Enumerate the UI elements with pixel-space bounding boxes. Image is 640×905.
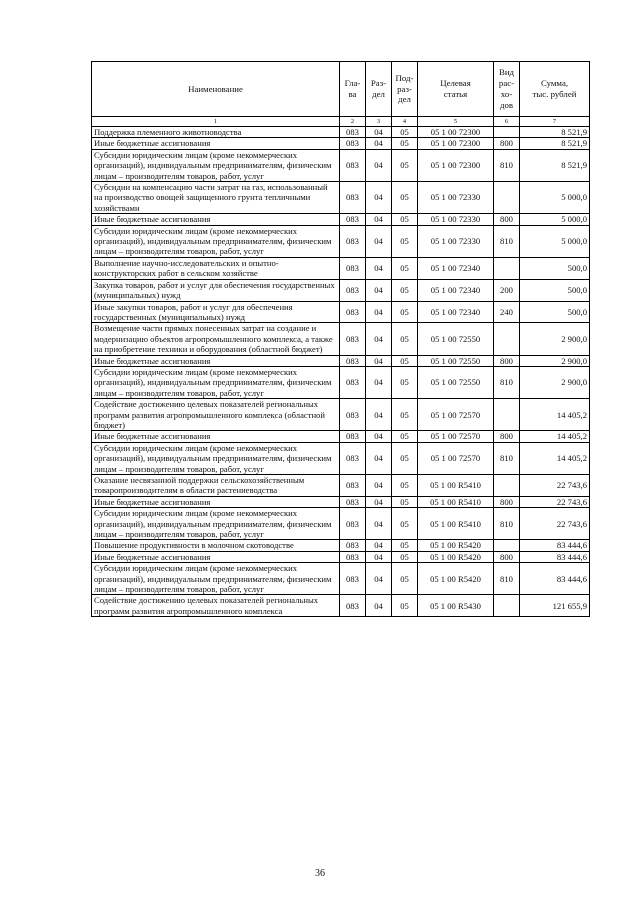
table-row: [92, 225, 590, 257]
cell-vid: 800: [494, 551, 520, 562]
cell-razdel: 04: [366, 127, 392, 138]
header-vid: Вид рас- хо- дов: [494, 62, 520, 117]
cell-razdel: 04: [366, 595, 392, 617]
cell-glava: 083: [340, 563, 366, 595]
cell-name: Иные бюджетные ассигнования: [92, 431, 340, 442]
table-body: [92, 127, 590, 617]
cell-sum: 121 655,9: [520, 595, 590, 617]
cell-podrazdel: 05: [392, 149, 418, 181]
table-row: [92, 257, 590, 279]
cell-name: Содействие достижению целевых показателей региональных программ развития агропромышленного комплекса (областной бюджет): [92, 399, 340, 431]
cell-name: Субсидии юридическим лицам (кроме некоммерческих организаций), индивидуальным предпринимателям, физическим лицам – производителям товаров, работ, услуг: [92, 563, 340, 595]
col-number: 1: [92, 117, 340, 127]
cell-vid: 200: [494, 279, 520, 301]
table-row: [92, 149, 590, 181]
cell-name: Повышение продуктивности в молочном скотоводстве: [92, 540, 340, 551]
table-row: [92, 127, 590, 138]
cell-target: 05 1 00 R5420: [418, 540, 494, 551]
cell-glava: 083: [340, 366, 366, 398]
cell-glava: 083: [340, 595, 366, 617]
cell-vid: [494, 540, 520, 551]
cell-podrazdel: 05: [392, 301, 418, 323]
cell-target: 05 1 00 72570: [418, 431, 494, 442]
col-number: 3: [366, 117, 392, 127]
cell-sum: 22 743,6: [520, 496, 590, 507]
budget-table: [91, 61, 590, 617]
header-sum: Сумма, тыс. рублей: [520, 62, 590, 117]
cell-sum: 83 444,6: [520, 551, 590, 562]
col-number: 2: [340, 117, 366, 127]
cell-razdel: 04: [366, 225, 392, 257]
cell-vid: 800: [494, 496, 520, 507]
cell-name: Иные бюджетные ассигнования: [92, 138, 340, 149]
cell-sum: 2 900,0: [520, 366, 590, 398]
table-row: [92, 182, 590, 214]
cell-vid: [494, 257, 520, 279]
cell-vid: [494, 182, 520, 214]
cell-target: 05 1 00 72340: [418, 257, 494, 279]
cell-sum: 5 000,0: [520, 182, 590, 214]
table-row: [92, 475, 590, 497]
table-row: [92, 279, 590, 301]
cell-sum: 83 444,6: [520, 563, 590, 595]
cell-sum: 5 000,0: [520, 214, 590, 225]
cell-razdel: 04: [366, 182, 392, 214]
cell-razdel: 04: [366, 475, 392, 497]
cell-target: 05 1 00 72300: [418, 127, 494, 138]
cell-name: Иные закупки товаров, работ и услуг для обеспечения государственных (муниципальных) нужд: [92, 301, 340, 323]
cell-razdel: 04: [366, 214, 392, 225]
cell-glava: 083: [340, 127, 366, 138]
table-row: [92, 366, 590, 398]
cell-target: 05 1 00 72550: [418, 366, 494, 398]
cell-glava: 083: [340, 496, 366, 507]
cell-target: 05 1 00 72550: [418, 355, 494, 366]
cell-vid: [494, 127, 520, 138]
cell-vid: 800: [494, 214, 520, 225]
cell-razdel: 04: [366, 149, 392, 181]
cell-podrazdel: 05: [392, 551, 418, 562]
header-glava: Гла- ва: [340, 62, 366, 117]
cell-target: 05 1 00 R5410: [418, 508, 494, 540]
cell-target: 05 1 00 72550: [418, 323, 494, 355]
cell-razdel: 04: [366, 442, 392, 474]
cell-sum: 2 900,0: [520, 355, 590, 366]
cell-glava: 083: [340, 355, 366, 366]
cell-podrazdel: 05: [392, 138, 418, 149]
cell-podrazdel: 05: [392, 323, 418, 355]
cell-target: 05 1 00 72300: [418, 149, 494, 181]
cell-name: Закупка товаров, работ и услуг для обеспечения государственных (муниципальных) нужд: [92, 279, 340, 301]
cell-vid: 810: [494, 563, 520, 595]
header-razdel: Раз- дел: [366, 62, 392, 117]
cell-glava: 083: [340, 551, 366, 562]
cell-sum: 500,0: [520, 257, 590, 279]
cell-sum: 83 444,6: [520, 540, 590, 551]
cell-name: Субсидии юридическим лицам (кроме некоммерческих организаций), индивидуальным предпринимателям, физическим лицам – производителям товаров, работ, услуг: [92, 225, 340, 257]
column-number-row: [92, 117, 590, 127]
cell-podrazdel: 05: [392, 182, 418, 214]
cell-vid: 810: [494, 366, 520, 398]
cell-razdel: 04: [366, 279, 392, 301]
cell-podrazdel: 05: [392, 214, 418, 225]
cell-razdel: 04: [366, 551, 392, 562]
cell-podrazdel: 05: [392, 508, 418, 540]
cell-target: 05 1 00 72330: [418, 225, 494, 257]
cell-sum: 8 521,9: [520, 138, 590, 149]
cell-sum: 22 743,6: [520, 508, 590, 540]
cell-sum: 14 405,2: [520, 431, 590, 442]
cell-target: 05 1 00 72570: [418, 399, 494, 431]
cell-vid: [494, 399, 520, 431]
cell-glava: 083: [340, 138, 366, 149]
header-podrazdel: Под- раз- дел: [392, 62, 418, 117]
table-row: [92, 138, 590, 149]
cell-sum: 8 521,9: [520, 149, 590, 181]
cell-target: 05 1 00 R5430: [418, 595, 494, 617]
table-row: [92, 355, 590, 366]
cell-target: 05 1 00 72300: [418, 138, 494, 149]
cell-glava: 083: [340, 279, 366, 301]
cell-vid: 810: [494, 225, 520, 257]
cell-razdel: 04: [366, 366, 392, 398]
cell-vid: 240: [494, 301, 520, 323]
cell-glava: 083: [340, 301, 366, 323]
table-row: [92, 442, 590, 474]
cell-podrazdel: 05: [392, 127, 418, 138]
cell-razdel: 04: [366, 431, 392, 442]
cell-name: Содействие достижению целевых показателей региональных программ развития агропромышленного комплекса: [92, 595, 340, 617]
table-row: [92, 595, 590, 617]
table-row: [92, 496, 590, 507]
col-number: 6: [494, 117, 520, 127]
cell-vid: 810: [494, 508, 520, 540]
cell-razdel: 04: [366, 563, 392, 595]
cell-vid: 800: [494, 431, 520, 442]
cell-glava: 083: [340, 508, 366, 540]
cell-podrazdel: 05: [392, 540, 418, 551]
cell-name: Возмещение части прямых понесенных затрат на создание и модернизацию объектов агропромышленного комплекса, а также на приобретение техники и оборудования (областной бюджет): [92, 323, 340, 355]
cell-razdel: 04: [366, 496, 392, 507]
cell-podrazdel: 05: [392, 563, 418, 595]
page-number: 36: [315, 868, 325, 879]
cell-name: Выполнение научно-исследовательских и опытно-конструкторских работ в сельском хозяйстве: [92, 257, 340, 279]
cell-razdel: 04: [366, 508, 392, 540]
col-number: 4: [392, 117, 418, 127]
cell-razdel: 04: [366, 138, 392, 149]
cell-podrazdel: 05: [392, 496, 418, 507]
cell-razdel: 04: [366, 399, 392, 431]
cell-name: Субсидии юридическим лицам (кроме некоммерческих организаций), индивидуальным предпринимателям, физическим лицам – производителям товаров, работ, услуг: [92, 508, 340, 540]
cell-sum: 22 743,6: [520, 475, 590, 497]
cell-name: Иные бюджетные ассигнования: [92, 551, 340, 562]
cell-target: 05 1 00 72340: [418, 301, 494, 323]
cell-name: Субсидии на компенсацию части затрат на газ, использованный на производство овощей защищенного грунта тепличными хозяйствами: [92, 182, 340, 214]
cell-name: Иные бюджетные ассигнования: [92, 355, 340, 366]
cell-vid: 810: [494, 149, 520, 181]
cell-name: Иные бюджетные ассигнования: [92, 214, 340, 225]
cell-target: 05 1 00 R5410: [418, 496, 494, 507]
cell-sum: 2 900,0: [520, 323, 590, 355]
table-row: [92, 540, 590, 551]
cell-vid: 800: [494, 138, 520, 149]
cell-glava: 083: [340, 399, 366, 431]
cell-name: Субсидии юридическим лицам (кроме некоммерческих организаций), индивидуальным предпринимателям, физическим лицам – производителям товаров, работ, услуг: [92, 442, 340, 474]
cell-podrazdel: 05: [392, 431, 418, 442]
cell-target: 05 1 00 72330: [418, 214, 494, 225]
cell-podrazdel: 05: [392, 399, 418, 431]
cell-name: Субсидии юридическим лицам (кроме некоммерческих организаций), индивидуальным предпринимателям, физическим лицам – производителям товаров, работ, услуг: [92, 149, 340, 181]
cell-vid: [494, 475, 520, 497]
cell-podrazdel: 05: [392, 595, 418, 617]
cell-vid: [494, 595, 520, 617]
cell-razdel: 04: [366, 323, 392, 355]
cell-podrazdel: 05: [392, 442, 418, 474]
header-row: [92, 62, 590, 117]
table-row: [92, 323, 590, 355]
cell-razdel: 04: [366, 355, 392, 366]
cell-name: Поддержка племенного животноводства: [92, 127, 340, 138]
cell-vid: [494, 323, 520, 355]
cell-target: 05 1 00 72340: [418, 279, 494, 301]
cell-target: 05 1 00 R5410: [418, 475, 494, 497]
cell-podrazdel: 05: [392, 257, 418, 279]
cell-glava: 083: [340, 225, 366, 257]
cell-vid: 810: [494, 442, 520, 474]
cell-glava: 083: [340, 323, 366, 355]
cell-target: 05 1 00 72330: [418, 182, 494, 214]
cell-glava: 083: [340, 214, 366, 225]
header-name: Наименование: [92, 62, 340, 117]
cell-sum: 14 405,2: [520, 399, 590, 431]
cell-name: Оказание несвязанной поддержки сельскохозяйственным товаропроизводителям в области растениеводства: [92, 475, 340, 497]
cell-target: 05 1 00 R5420: [418, 551, 494, 562]
table-row: [92, 301, 590, 323]
table-row: [92, 551, 590, 562]
table-row: [92, 508, 590, 540]
cell-sum: 500,0: [520, 279, 590, 301]
cell-glava: 083: [340, 540, 366, 551]
cell-sum: 8 521,9: [520, 127, 590, 138]
cell-sum: 5 000,0: [520, 225, 590, 257]
cell-podrazdel: 05: [392, 475, 418, 497]
cell-glava: 083: [340, 431, 366, 442]
table-row: [92, 214, 590, 225]
cell-target: 05 1 00 R5420: [418, 563, 494, 595]
cell-target: 05 1 00 72570: [418, 442, 494, 474]
cell-name: Иные бюджетные ассигнования: [92, 496, 340, 507]
cell-razdel: 04: [366, 257, 392, 279]
table-row: [92, 399, 590, 431]
cell-sum: 14 405,2: [520, 442, 590, 474]
cell-glava: 083: [340, 149, 366, 181]
cell-glava: 083: [340, 182, 366, 214]
cell-glava: 083: [340, 475, 366, 497]
col-number: 5: [418, 117, 494, 127]
cell-podrazdel: 05: [392, 225, 418, 257]
cell-podrazdel: 05: [392, 355, 418, 366]
cell-vid: 800: [494, 355, 520, 366]
cell-sum: 500,0: [520, 301, 590, 323]
cell-glava: 083: [340, 257, 366, 279]
cell-glava: 083: [340, 442, 366, 474]
table-row: [92, 563, 590, 595]
cell-razdel: 04: [366, 301, 392, 323]
cell-name: Субсидии юридическим лицам (кроме некоммерческих организаций), индивидуальным предпринимателям, физическим лицам – производителям товаров, работ, услуг: [92, 366, 340, 398]
table-row: [92, 431, 590, 442]
cell-podrazdel: 05: [392, 366, 418, 398]
cell-podrazdel: 05: [392, 279, 418, 301]
col-number: 7: [520, 117, 590, 127]
header-target: Целевая статья: [418, 62, 494, 117]
cell-razdel: 04: [366, 540, 392, 551]
